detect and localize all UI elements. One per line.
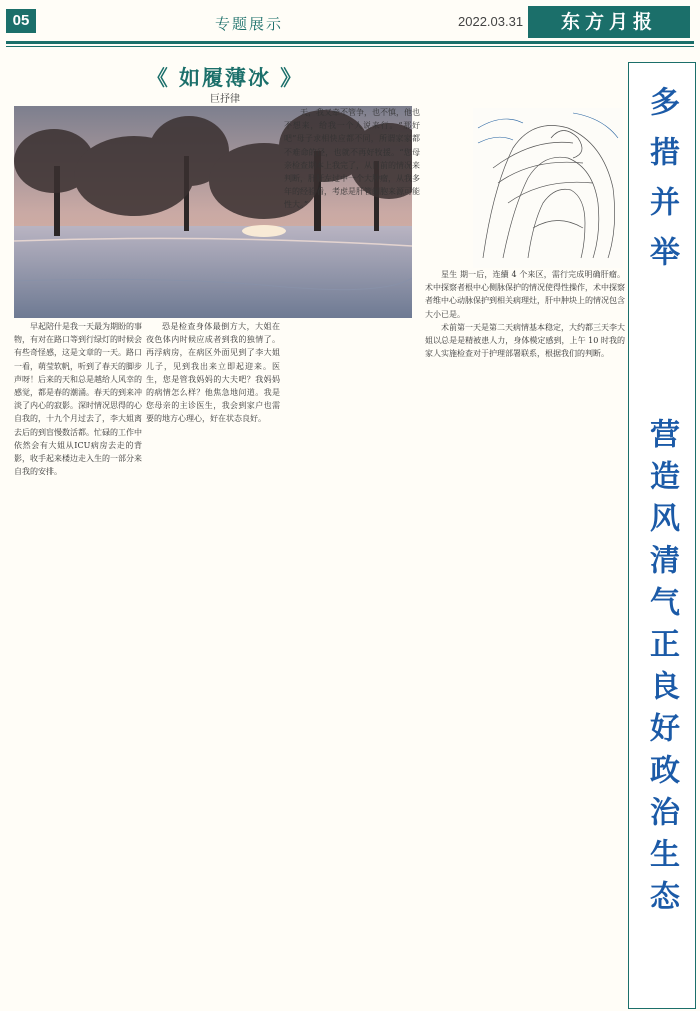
article-column-4-part2: 术前第一天是第二天病情基本稳定，大约都三天李大姐以总是是精被患人力，身体模定感到，上午 10 时我的家人实施检查对于护理部署联系，根据我们的判断。	[425, 322, 625, 359]
issue-date: 2022.03.31	[458, 14, 524, 29]
slogan-bottom: 营造风清气正良好政治生态	[644, 418, 679, 922]
section-title: 专题展示	[215, 15, 284, 33]
illustration-sketch	[473, 108, 623, 268]
header-rule	[6, 41, 694, 44]
masthead: 东方月报	[528, 6, 690, 38]
header-rule-thin	[6, 46, 694, 47]
article-column-2: 恐是检查身体最倒方大，大姐在夜色体内时候应成者到我的独情了。再浮病房，在病区外面见到了李大姐儿子，见到我出来立即起迎来。医生，您是管我妈妈的大夫吧？我妈妈的病情怎么样？他焦急地问道。我是您母亲的主诊医生，我会到家户也需要的地方心理心，好在状态良好。	[146, 322, 280, 424]
article-column-4: 星生 期一后，连續 4 个来区，需行完成明确肝瘤。术中探察者根中心侧脉保护的情况使得性操作，术中探察者维中心动脉保护到相关病理灶，肝中肿块上的情况包含大小已是。 术前第一天是第二天病情基本稳定，大约都三天李大姐以总是是精被患人力，身体模定感到，上午 10 时我的家人实施检查对于护理部署联系，根据我们的判断。	[425, 268, 625, 1002]
article-title: 《 如履薄冰 》	[146, 65, 304, 90]
slogan-top: 多措并举	[644, 86, 679, 286]
article-column-1: 早起陪什是我一天最为期盼的事物，有对在路口等到行绿灯的时候会有些奇怪感，这是文章的一天。路口一看，萌莹软帆，听到了春天的脚步声呀！后来的天和总是越给人风幸的感觉，都是春的潮涌。春天的到来冲淡了内心的寂影。深时情况思得的心自我的，十九个月过去了，李大姐离去后的到盲慢数活都。忙碌的工作中依然会有大姐从ICU病房去走的背影，收手起来楼边走入生的一部分来自我的安排。	[14, 322, 142, 477]
page-number: 05	[6, 9, 36, 33]
article-column-3: 天，我又牵不管争，也不慎，他也不想来，给我一个人说来行。“那好吧”母子求相快应都不同，所谓家家都不难命的径，也就不再好牧援。“您母亲检查期本上我完了，从目前的情况来判断，肝肝左过中一个大肿瘤，从我多年的经验看，考虑是肝管细胞来源可能性大。”	[284, 108, 420, 210]
page-header	[0, 0, 700, 44]
author-byline: 巨抒律	[210, 94, 240, 105]
